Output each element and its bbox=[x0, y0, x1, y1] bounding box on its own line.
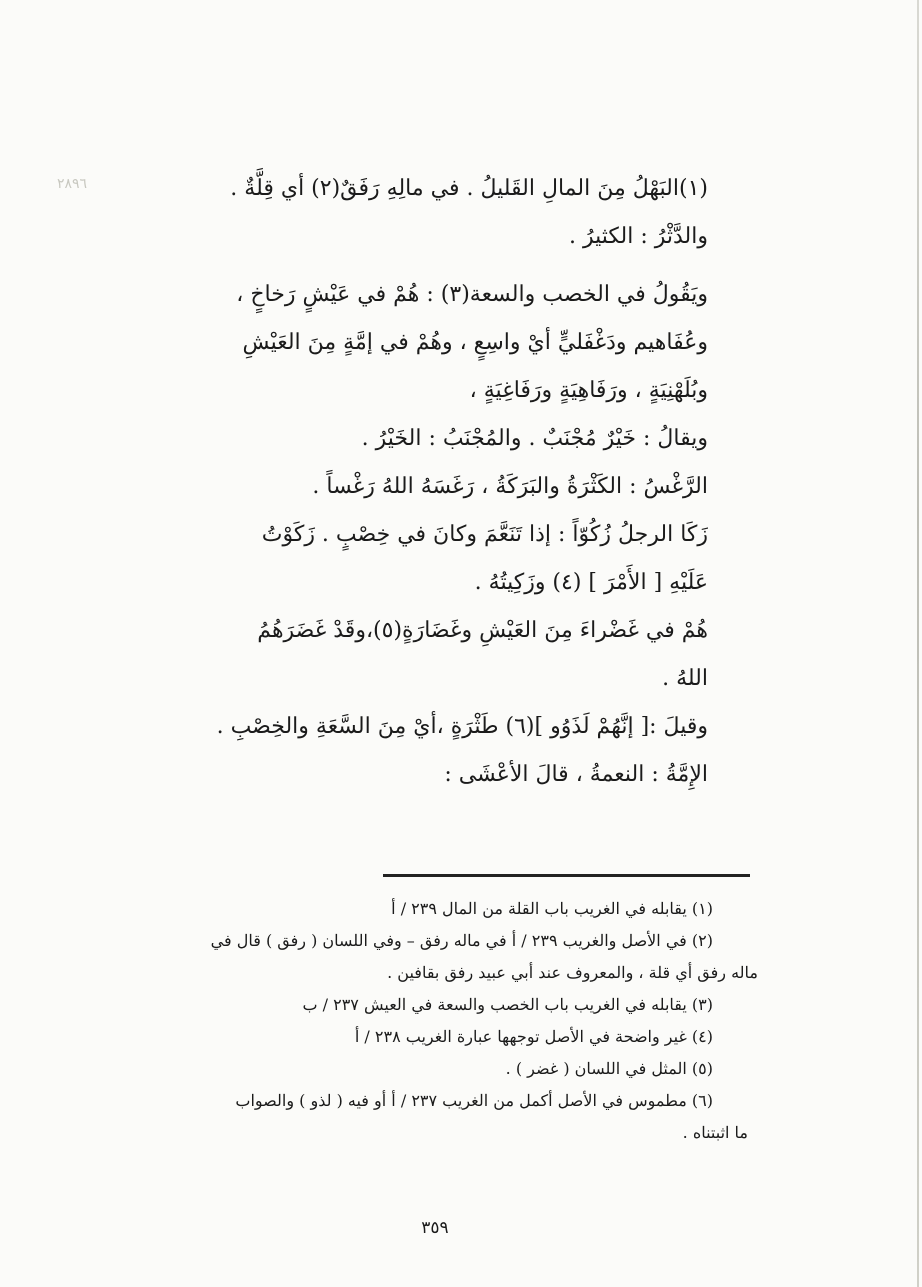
text-line: زَكَا الرجلُ زُكُوّاً : إذا تَنَعَّمَ وكانَ في خِصْبٍ . زَكَوْتُ bbox=[261, 522, 708, 547]
text-line: ويَقُولُ في الخصب والسعة(٣) : هُمْ في عَيْشٍ رَخاخٍ ، bbox=[236, 282, 708, 307]
footnote: (٥) المثل في اللسان ( غضر ) . bbox=[505, 1059, 713, 1078]
margin-mark: ٢٨٩٦ bbox=[56, 176, 88, 192]
text-line: هُمْ في غَضْراءَ مِنَ العَيْشِ وغَضَارَةٍ(٥)،وقَدْ غَضَرَهُمُ bbox=[257, 618, 708, 643]
text-line: الرَّغْسُ : الكَثْرَةُ والبَرَكَةُ ، رَغَسَهُ اللهُ رَغْساً . bbox=[312, 474, 708, 499]
footnote-continuation: ماله رفق أي قلة ، والمعروف عند أبي عبيد رفق بقافين . bbox=[387, 963, 758, 982]
text-line: ويقالُ : خَيْرٌ مُجْنَبٌ . والمُجْنَبُ : الخَيْرُ . bbox=[361, 426, 708, 451]
footnote: (٢) في الأصل والغريب ٢٣٩ / أ في ماله رفق – وفي اللسان ( رفق ) قال في bbox=[210, 931, 713, 950]
text-line: (١)البَهْلُ مِنَ المالِ القَليلُ . في مالِهِ رَفَقٌ(٢) أي قِلَّةٌ . bbox=[230, 176, 708, 201]
text-line: وقيلَ :[ إنَّهُمْ لَذَوُو ](٦) طَثْرَةٍ ،أيْ مِنَ السَّعَةِ والخِصْبِ . bbox=[216, 714, 708, 739]
text-line: الإِمَّةُ : النعمةُ ، قالَ الأعْشَى : bbox=[444, 762, 708, 787]
text-line: وعُفَاهيم ودَغْفَليٍّ أيْ واسِعٍ ، وهُمْ في إمَّةٍ مِنَ العَيْشِ bbox=[242, 330, 708, 355]
footnote: (١) يقابله في الغريب باب القلة من المال ٢٣٩ / أ bbox=[391, 899, 713, 918]
footnote: (٤) غير واضحة في الأصل توجهها عبارة الغريب ٢٣٨ / أ bbox=[354, 1027, 713, 1046]
footnote: (٣) يقابله في الغريب باب الخصب والسعة في العيش ٢٣٧ / ب bbox=[302, 995, 713, 1014]
footnote-continuation: ما اثبتناه . bbox=[682, 1123, 748, 1142]
page-edge bbox=[917, 0, 919, 1287]
main-text bbox=[130, 165, 708, 799]
footnotes bbox=[128, 893, 758, 1149]
text-line: اللهُ . bbox=[662, 666, 708, 691]
footnote: (٦) مطموس في الأصل أكمل من الغريب ٢٣٧ / أ أو فيه ( لذو ) والصواب bbox=[235, 1091, 713, 1110]
text-line: وبُلَهْنِيَةٍ ، ورَفَاهِيَةٍ ورَفَاغِيَةٍ ، bbox=[469, 378, 708, 403]
text-line: والدَّثْرُ : الكثيرُ . bbox=[568, 224, 708, 249]
page-number: ٣٥٩ bbox=[421, 1218, 449, 1238]
footnote-separator bbox=[383, 874, 750, 877]
text-line: عَلَيْهِ [ الأَمْرَ ] (٤) وزَكِيتُهُ . bbox=[474, 570, 708, 595]
paragraph-gap bbox=[130, 261, 708, 271]
